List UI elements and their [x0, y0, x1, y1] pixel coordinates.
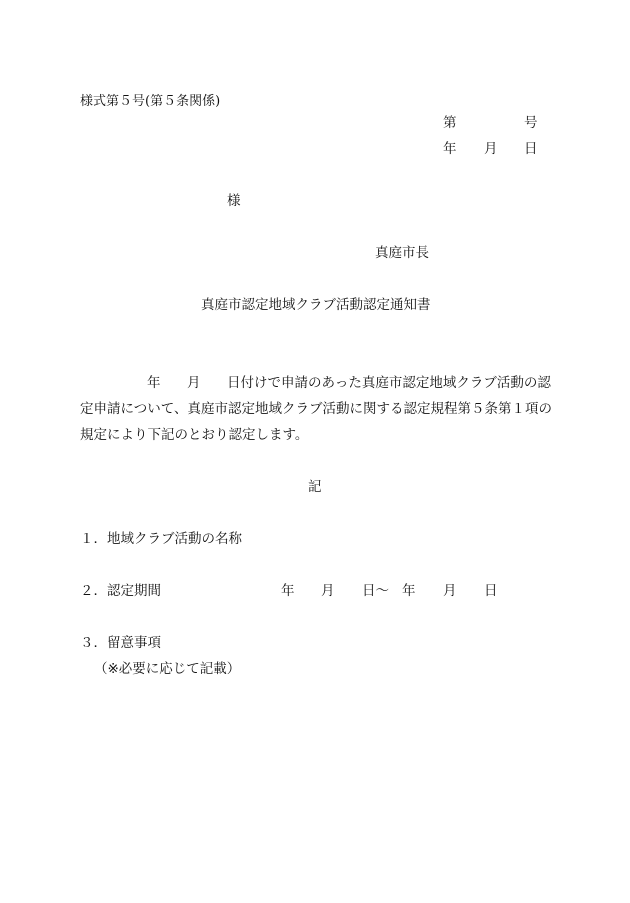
item3-label: ３．留意事項 [80, 635, 161, 651]
body-month: 月 [187, 375, 201, 391]
form-number: 様式第５号(第５条関係) [80, 94, 221, 109]
issuer-name: 真庭市長 [375, 245, 429, 261]
period-to-day: 日 [484, 583, 498, 599]
body-line2: 定申請について、真庭市認定地域クラブ活動に関する認定規程第５条第１項の [80, 401, 552, 417]
period-from-year: 年 [281, 583, 295, 599]
document-number-suffix: 号 [524, 115, 538, 131]
period-to-year: 年 [402, 583, 416, 599]
recipient-honorific: 様 [227, 193, 241, 209]
period-from-month: 月 [321, 583, 335, 599]
item1-label: １．地域クラブ活動の名称 [80, 531, 242, 547]
date-day: 日 [524, 141, 538, 157]
ki-heading: 記 [308, 479, 322, 495]
period-from-day: 日〜 [362, 583, 389, 599]
body-year: 年 [147, 375, 161, 391]
body-line3: 規定により下記のとおり認定します。 [80, 427, 309, 443]
date-year: 年 [443, 141, 457, 157]
item3-note: （※必要に応じて記載） [94, 661, 241, 677]
document-number-prefix: 第 [443, 115, 457, 131]
period-to-month: 月 [443, 583, 457, 599]
body-line1: 日付けで申請のあった真庭市認定地域クラブ活動の認 [227, 375, 551, 391]
item2-label: ２．認定期間 [80, 583, 161, 599]
document-title: 真庭市認定地域クラブ活動認定通知書 [201, 297, 431, 313]
date-month: 月 [484, 141, 498, 157]
